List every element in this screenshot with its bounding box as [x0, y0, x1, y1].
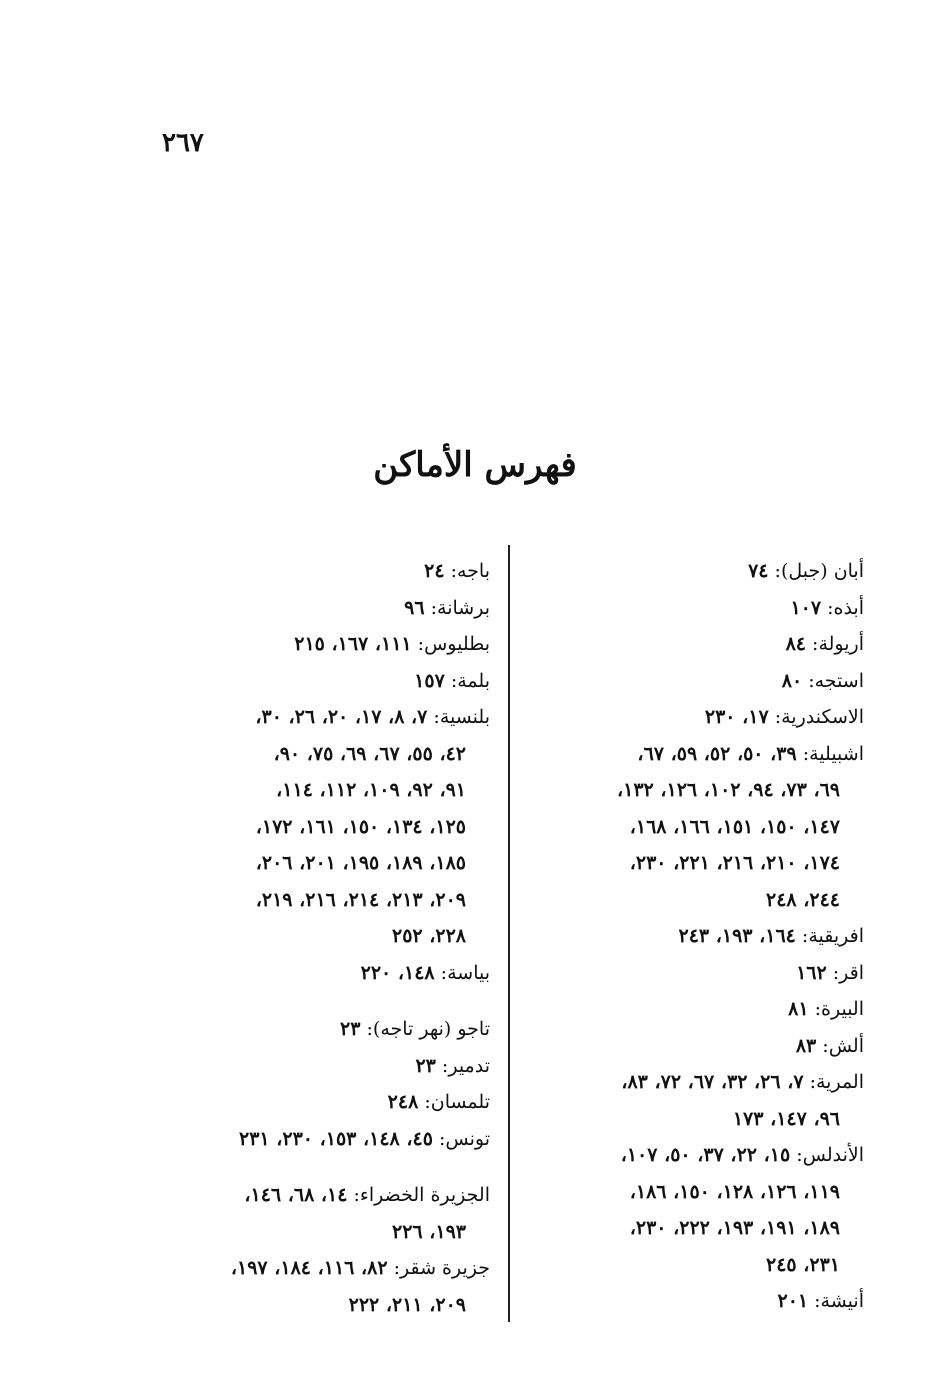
- page-references: ١٦٢: [796, 961, 827, 984]
- page-references: ٢٤: [424, 560, 445, 582]
- place-name: الجزيرة الخضراء:: [347, 1184, 490, 1206]
- page-references: ١١١، ١٦٧، ٢١٥: [294, 633, 412, 655]
- index-entry-continuation: [155, 772, 490, 809]
- page-references: ٢٠١: [777, 1290, 809, 1312]
- index-entry-continuation: [155, 882, 490, 919]
- page-references: ١٨٩، ١٩١، ١٩٣، ٢٢٢، ٢٣٠،: [629, 1217, 840, 1239]
- index-entry-continuation: [534, 882, 864, 919]
- page-references: ١٦٤، ١٩٣، ٢٤٣: [678, 925, 796, 947]
- place-name: أنيشة:: [808, 1290, 864, 1312]
- place-name: أبذه:: [821, 596, 864, 619]
- index-entry: [155, 955, 490, 992]
- page-references: ٣٩، ٥٠، ٥٢، ٥٩، ٦٧،: [637, 742, 797, 765]
- place-name: أبان (جبل):: [768, 560, 864, 582]
- place-name: الاسكندرية:: [768, 706, 864, 728]
- page-references: ٧٤: [748, 560, 769, 582]
- page-references: ١٩٣، ٢٢٦: [392, 1220, 466, 1243]
- page-references: ٦٩، ٧٣، ٩٤، ١٠٢، ١٢٦، ١٣٢،: [616, 779, 840, 801]
- page-references: ٨٢، ١١٦، ١٨٤، ١٩٧،: [230, 1257, 388, 1279]
- index-entry: [534, 955, 864, 992]
- index-entry: [534, 553, 864, 590]
- index-entry-continuation: [534, 1247, 864, 1284]
- page-references: ١٧٤، ٢١٠، ٢١٦، ٢٢١، ٢٣٠،: [629, 852, 840, 874]
- place-name: جزيرة شقر:: [387, 1257, 490, 1279]
- page-references: ١١٩، ١٢٦، ١٢٨، ١٥٠، ١٨٦،: [629, 1180, 840, 1203]
- index-entry: [155, 1250, 490, 1287]
- place-name: بلمة:: [444, 669, 490, 692]
- index-entry: [534, 991, 864, 1028]
- place-name: المرية:: [803, 1071, 864, 1093]
- place-name: بياسة:: [434, 961, 490, 984]
- place-name: بلنسية:: [427, 706, 490, 728]
- place-name: اقر:: [826, 961, 864, 984]
- page-references: ٨٣: [795, 1034, 817, 1057]
- page-references: ٤٢، ٥٥، ٦٧، ٦٩، ٧٥، ٩٠،: [273, 742, 466, 765]
- page-references: ٩٦: [404, 596, 425, 619]
- index-entry-continuation: [534, 1101, 864, 1138]
- index-entry: [155, 1011, 490, 1048]
- page-references: ٤٥، ١٤٨، ١٥٣، ٢٣٠، ٢٣١: [239, 1127, 433, 1150]
- index-entry-continuation: [534, 1174, 864, 1211]
- index-entry: [155, 1177, 490, 1214]
- index-entry: [534, 1064, 864, 1101]
- page-references: ٢٢٨، ٢٥٢: [392, 925, 466, 947]
- index-entry: [534, 663, 864, 700]
- page-references: ٩١، ٩٢، ١٠٩، ١١٢، ١١٤،: [276, 779, 466, 801]
- page-references: ١٧، ٢٣٠: [704, 706, 769, 728]
- index-entry-continuation: [534, 772, 864, 809]
- index-entry: [534, 1028, 864, 1065]
- page-references: ١٢٥، ١٣٤، ١٥٠، ١٦١، ١٧٢،: [255, 815, 466, 838]
- page-references: ٧، ٨، ١٧، ٢٠، ٢٦، ٣٠،: [255, 706, 428, 728]
- place-name: استجه:: [802, 669, 864, 692]
- place-name: باجه:: [444, 560, 490, 582]
- index-entry: [155, 663, 490, 700]
- index-entry-continuation: [155, 1287, 490, 1324]
- place-name: تاجو (نهر تاجه):: [360, 1018, 490, 1040]
- index-entry: [534, 1137, 864, 1174]
- page-references: ١٠٧: [790, 596, 822, 619]
- place-name: افريقية:: [795, 925, 864, 947]
- index-entry-continuation: [534, 1210, 864, 1247]
- page-references: ١٤٧، ١٥٠، ١٥١، ١٦٦، ١٦٨،: [629, 815, 840, 838]
- page-references: ١٨٥، ١٨٩، ١٩٥، ٢٠١، ٢٠٦،: [255, 852, 466, 874]
- page-references: ٢٠٩، ٢١١، ٢٢٢: [348, 1293, 466, 1316]
- page-references: ١٤٨، ٢٢٠: [360, 961, 435, 984]
- index-column-left: [155, 553, 490, 1323]
- index-entry-continuation: [534, 809, 864, 846]
- place-name: تونس:: [432, 1127, 490, 1150]
- index-entry: [534, 736, 864, 773]
- index-entry: [155, 553, 490, 590]
- page-references: ١٥، ٢٢، ٣٧، ٥٠، ١٠٧،: [620, 1144, 791, 1166]
- page-references: ٨٤: [785, 633, 807, 655]
- place-name: تلمسان:: [418, 1091, 490, 1113]
- page-references: ٢٣: [415, 1054, 436, 1077]
- index-entry-continuation: [534, 845, 864, 882]
- index-column-right: [534, 553, 864, 1320]
- page-references: ٨١: [788, 998, 809, 1020]
- index-entry: [155, 590, 490, 627]
- page-title: فهرس الأماكن: [373, 445, 577, 485]
- place-name: أريولة:: [806, 633, 864, 655]
- index-entry-continuation: [155, 1214, 490, 1251]
- page-references: ٢٤٨: [387, 1091, 419, 1113]
- index-entry-continuation: [155, 918, 490, 955]
- place-name: برشانة:: [424, 596, 490, 619]
- index-entry: [155, 1084, 490, 1121]
- index-entry-continuation: [155, 809, 490, 846]
- page-references: ٢٤٤، ٢٤٨: [766, 888, 840, 911]
- index-entry: [155, 626, 490, 663]
- index-entry: [534, 699, 864, 736]
- page-references: ٩٦، ١٤٧، ١٧٣: [732, 1107, 840, 1130]
- page-references: ٨٠: [781, 669, 803, 692]
- place-name: البيرة:: [808, 998, 864, 1020]
- place-name: الأندلس:: [790, 1144, 864, 1166]
- column-divider: [508, 545, 510, 1322]
- index-entry: [155, 699, 490, 736]
- place-name: اشبيلية:: [796, 742, 864, 765]
- index-entry: [155, 1048, 490, 1085]
- index-entry: [534, 626, 864, 663]
- page-references: ١٥٧: [414, 669, 445, 692]
- place-name: بطليوس:: [411, 633, 490, 655]
- page-references: ١٤، ٦٨، ١٤٦،: [244, 1184, 348, 1206]
- index-entry-continuation: [155, 736, 490, 773]
- page-references: ٢٣١، ٢٤٥: [766, 1253, 840, 1276]
- index-entry: [534, 1283, 864, 1320]
- index-entry-continuation: [155, 845, 490, 882]
- place-name: ألش:: [816, 1034, 864, 1057]
- index-entry: [534, 590, 864, 627]
- index-entry: [534, 918, 864, 955]
- page-references: ٢٠٩، ٢١٣، ٢١٤، ٢١٦، ٢١٩،: [255, 888, 466, 911]
- page-references: ٢٣: [340, 1018, 361, 1040]
- place-name: تدمير:: [435, 1054, 490, 1077]
- index-entry: [155, 1121, 490, 1158]
- page-number: ٢٦٧: [162, 128, 204, 158]
- page-references: ٧، ٢٦، ٣٢، ٦٧، ٧٢، ٨٣،: [621, 1071, 804, 1093]
